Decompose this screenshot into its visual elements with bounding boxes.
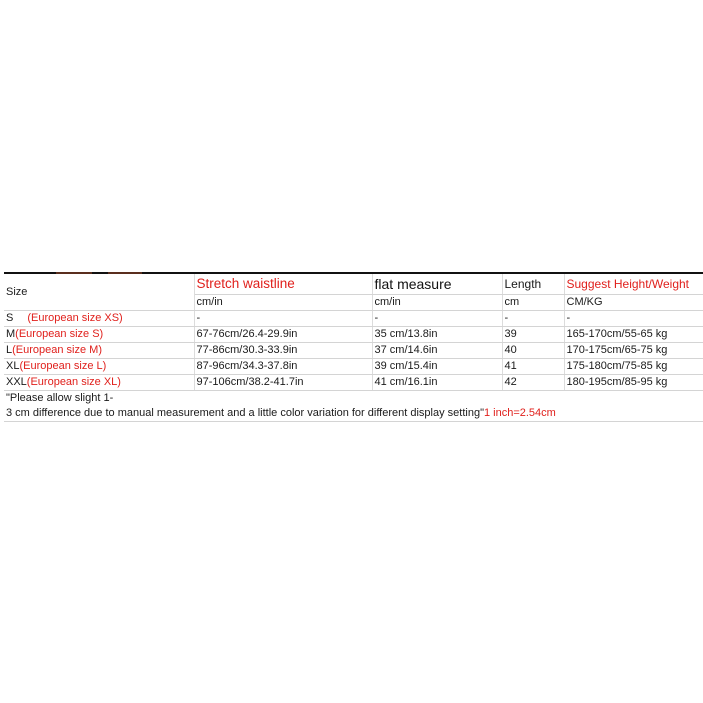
- size-label: M: [6, 328, 16, 340]
- length-cell: 42: [502, 375, 564, 391]
- unit-flat: cm/in: [372, 295, 502, 311]
- size-cell: [4, 359, 194, 375]
- length-cell: 40: [502, 343, 564, 359]
- european-size: (European size L): [19, 360, 107, 372]
- inch-conversion: 1 inch=2.54cm: [483, 407, 556, 419]
- note-line-1: "Please allow slight 1-: [6, 392, 114, 404]
- suggest-cell: 180-195cm/85-95 kg: [564, 375, 703, 391]
- table-row: [4, 343, 703, 359]
- header-length: Length: [502, 274, 564, 295]
- suggest-cell: 175-180cm/75-85 kg: [564, 359, 703, 375]
- header-row: [4, 274, 703, 295]
- stretch-cell: 87-96cm/34.3-37.8in: [194, 359, 372, 375]
- european-size: (European size XS): [27, 312, 123, 324]
- size-table: [4, 274, 703, 422]
- note-row-2: [4, 406, 703, 422]
- stretch-cell: 97-106cm/38.2-41.7in: [194, 375, 372, 391]
- flat-cell: 37 cm/14.6in: [372, 343, 502, 359]
- size-cell: [4, 327, 194, 343]
- stretch-cell: 67-76cm/26.4-29.9in: [194, 327, 372, 343]
- stretch-cell: 77-86cm/30.3-33.9in: [194, 343, 372, 359]
- length-cell: 39: [502, 327, 564, 343]
- size-label: L: [6, 344, 13, 356]
- note-text: 3 cm difference due to manual measurement and a little color variation for different display setting": [6, 407, 484, 419]
- unit-stretch: cm/in: [194, 295, 372, 311]
- european-size: (European size XL): [26, 376, 121, 388]
- size-label: XL: [6, 360, 20, 372]
- european-size: (European size M): [12, 344, 102, 356]
- flat-cell: 39 cm/15.4in: [372, 359, 502, 375]
- header-suggest-height-weight: Suggest Height/Weight: [564, 274, 703, 295]
- size-cell: [4, 375, 194, 391]
- note-row-1: [4, 391, 703, 407]
- unit-suggest: CM/KG: [564, 295, 703, 311]
- table-row: [4, 359, 703, 375]
- size-cell: [4, 311, 194, 327]
- header-stretch-waistline: Stretch waistline: [194, 274, 372, 295]
- header-size: Size: [4, 274, 194, 311]
- length-cell: -: [502, 311, 564, 327]
- table-row: [4, 327, 703, 343]
- table-row: [4, 375, 703, 391]
- table-row: [4, 311, 703, 327]
- size-label: XXL: [6, 376, 27, 388]
- flat-cell: -: [372, 311, 502, 327]
- unit-length: cm: [502, 295, 564, 311]
- length-cell: 41: [502, 359, 564, 375]
- header-flat-measure: flat measure: [372, 274, 502, 295]
- note-line-2: [4, 406, 703, 422]
- suggest-cell: 165-170cm/55-65 kg: [564, 327, 703, 343]
- size-label: S: [6, 312, 14, 324]
- stretch-cell: -: [194, 311, 372, 327]
- flat-cell: 35 cm/13.8in: [372, 327, 502, 343]
- suggest-cell: -: [564, 311, 703, 327]
- suggest-cell: 170-175cm/65-75 kg: [564, 343, 703, 359]
- flat-cell: 41 cm/16.1in: [372, 375, 502, 391]
- size-cell: [4, 343, 194, 359]
- european-size: (European size S): [15, 328, 104, 340]
